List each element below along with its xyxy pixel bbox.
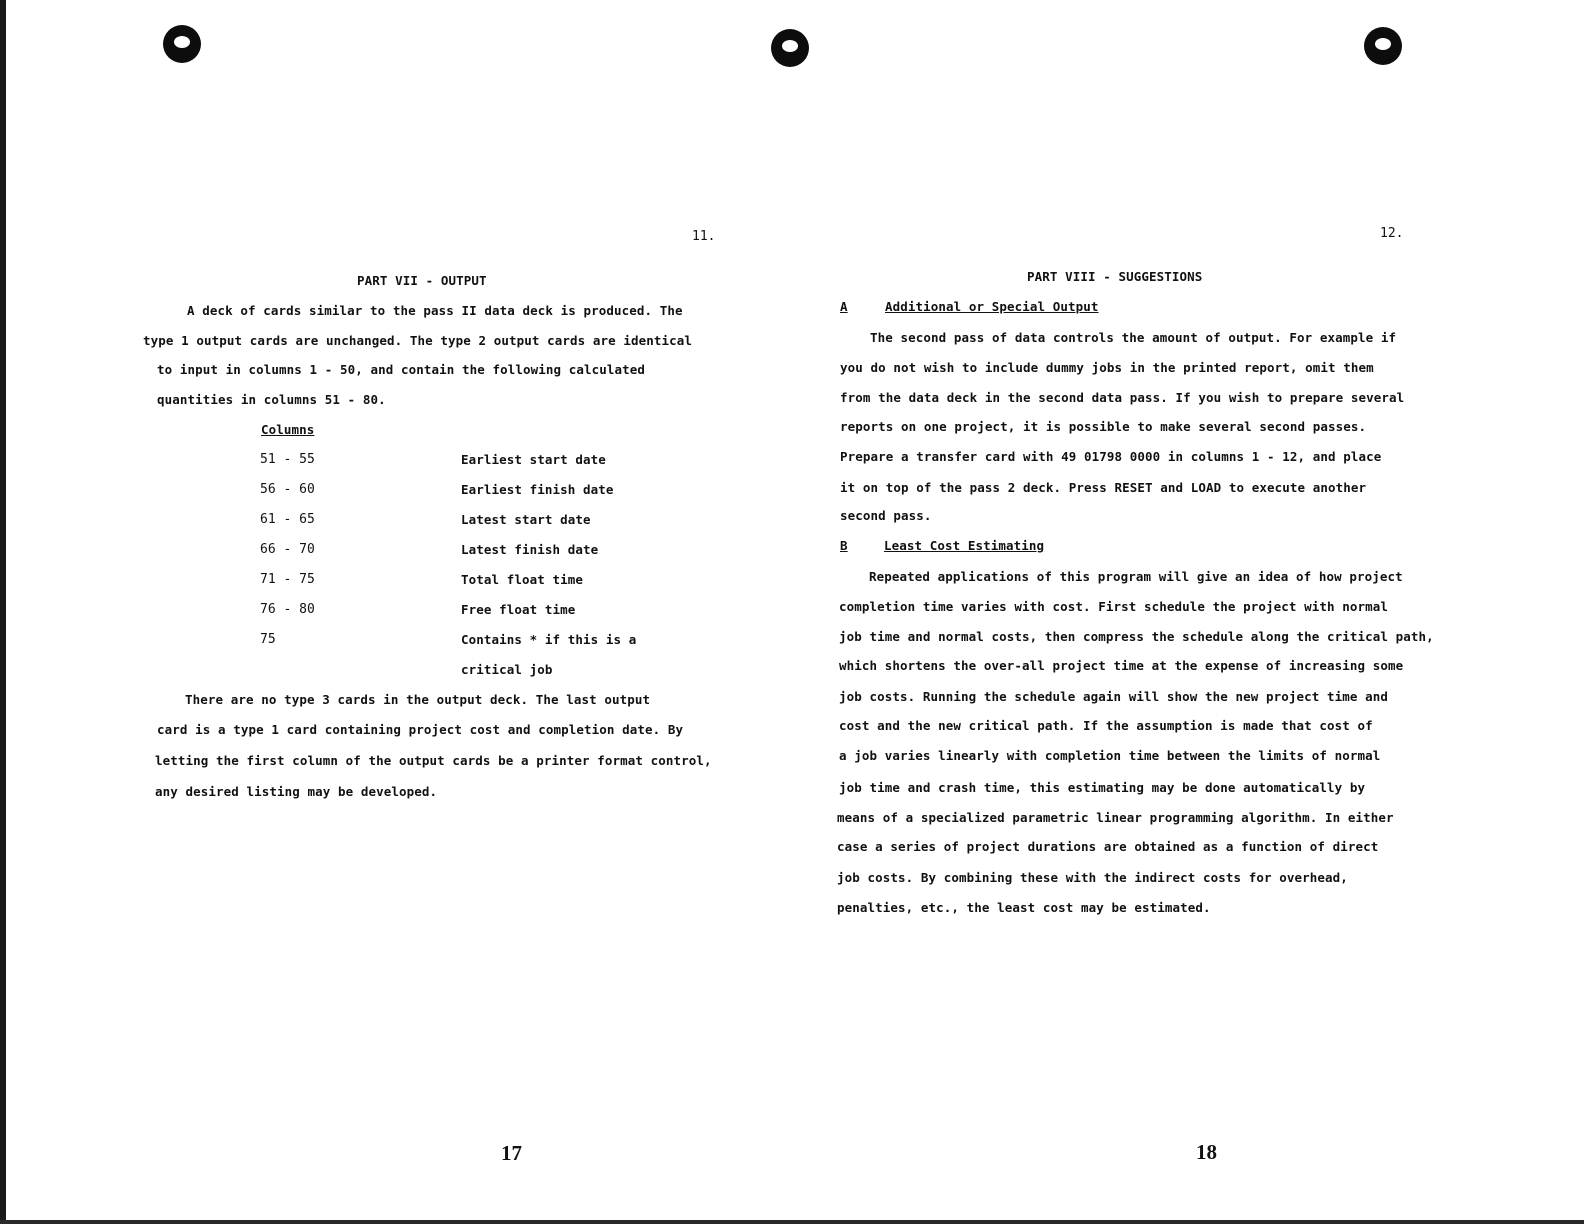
- table-header: Columns: [261, 422, 315, 437]
- right-page-number: 12.: [1380, 226, 1404, 241]
- section-b-line: job costs. By combining these with the indirect costs for overhead,: [837, 870, 1348, 885]
- section-a-line: you do not wish to include dummy jobs in the printed report, omit them: [840, 360, 1374, 375]
- left-heading: PART VII - OUTPUT: [357, 273, 487, 288]
- table-row-cols: 75: [260, 632, 276, 647]
- table-row-cols: 51 - 55: [260, 452, 315, 467]
- right-heading: PART VIII - SUGGESTIONS: [1027, 269, 1203, 284]
- table-row-cols: 71 - 75: [260, 572, 315, 587]
- left-footer-number: 17: [501, 1141, 522, 1165]
- punch-hole-left: [163, 25, 201, 63]
- left-para2-line: any desired listing may be developed.: [155, 784, 438, 799]
- table-row-desc: Total float time: [461, 572, 584, 587]
- section-a-line: second pass.: [840, 508, 932, 523]
- section-b-line: Repeated applications of this program will give an idea of how project: [869, 569, 1403, 584]
- punch-hole-center: [771, 29, 809, 67]
- left-para1-line: A deck of cards similar to the pass II data deck is produced. The: [187, 303, 683, 318]
- table-row-desc: Earliest finish date: [461, 482, 614, 497]
- section-a-line: reports on one project, it is possible to make several second passes.: [840, 419, 1367, 434]
- punch-hole-right: [1364, 27, 1402, 65]
- table-row-desc: Latest start date: [461, 512, 591, 527]
- section-b-line: completion time varies with cost. First schedule the project with normal: [839, 599, 1389, 614]
- section-b-line: job time and crash time, this estimating may be done automatically by: [839, 780, 1366, 795]
- section-b-line: cost and the new critical path. If the assumption is made that cost of: [839, 718, 1373, 733]
- table-row-desc: Earliest start date: [461, 452, 606, 467]
- section-b-line: penalties, etc., the least cost may be estimated.: [837, 900, 1211, 915]
- left-page-number: 11.: [692, 229, 716, 244]
- section-b-line: case a series of project durations are obtained as a function of direct: [837, 839, 1379, 854]
- table-row-cols: 56 - 60: [260, 482, 315, 497]
- table-row-cols: 66 - 70: [260, 542, 315, 557]
- section-b-line: which shortens the over-all project time at the expense of increasing some: [839, 658, 1404, 673]
- section-b-line: job costs. Running the schedule again will show the new project time and: [839, 689, 1389, 704]
- left-para2-line: There are no type 3 cards in the output deck. The last output: [185, 692, 651, 707]
- section-b-line: job time and normal costs, then compress the schedule along the critical path,: [839, 629, 1434, 644]
- table-row-continuation: critical job: [461, 662, 553, 677]
- section-b-title: Least Cost Estimating: [884, 538, 1045, 553]
- table-row-desc: Latest finish date: [461, 542, 599, 557]
- right-footer-number: 18: [1196, 1140, 1217, 1164]
- table-row-desc: Free float time: [461, 602, 576, 617]
- left-para2-line: letting the first column of the output cards be a printer format control,: [155, 753, 712, 768]
- table-row-desc: Contains * if this is a: [461, 632, 637, 647]
- section-a-line: Prepare a transfer card with 49 01798 0000 in columns 1 - 12, and place: [840, 449, 1382, 464]
- section-a-line: The second pass of data controls the amount of output. For example if: [870, 330, 1397, 345]
- section-a-line: it on top of the pass 2 deck. Press RESET and LOAD to execute another: [840, 480, 1367, 495]
- left-para2-line: card is a type 1 card containing project cost and completion date. By: [157, 722, 684, 737]
- scan-edge-bottom: [0, 1220, 1584, 1224]
- section-b-line: means of a specialized parametric linear programming algorithm. In either: [837, 810, 1394, 825]
- section-b-letter: B: [840, 538, 848, 553]
- table-row-cols: 61 - 65: [260, 512, 315, 527]
- left-para1-line: to input in columns 1 - 50, and contain the following calculated: [157, 362, 646, 377]
- section-a-line: from the data deck in the second data pass. If you wish to prepare several: [840, 390, 1405, 405]
- left-para1-line: quantities in columns 51 - 80.: [157, 392, 386, 407]
- section-a-title: Additional or Special Output: [885, 299, 1099, 314]
- table-row-cols: 76 - 80: [260, 602, 315, 617]
- scan-edge-left: [0, 0, 6, 1224]
- section-b-line: a job varies linearly with completion time between the limits of normal: [839, 748, 1381, 763]
- left-para1-line: type 1 output cards are unchanged. The type 2 output cards are identical: [143, 333, 693, 348]
- section-a-letter: A: [840, 299, 848, 314]
